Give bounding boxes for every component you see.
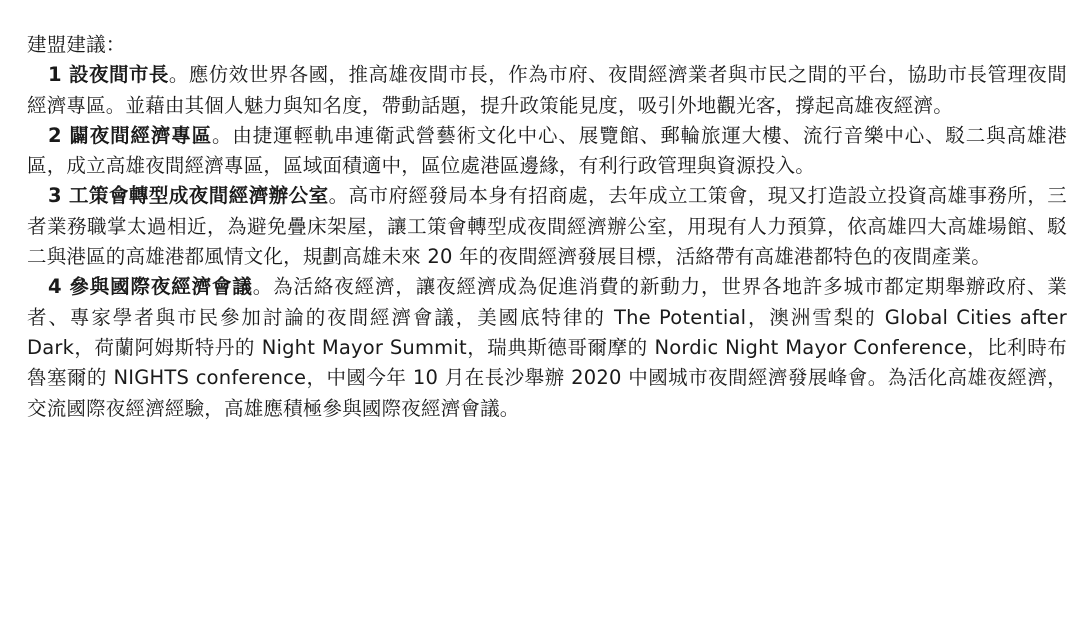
recommendation-text-3: 。高市府經發局本身有招商處，去年成立工策會，現又打造設立投資高雄事務所，三者業務職掌太過相近，為避免疊床架屋，讓工策會轉型成夜間經濟辦公室，用現有人力預算，依高雄四大高雄場館、駁二與港區的高雄港都風情文化，規劃高雄未來 20 年的夜間經濟發展目標，活絡帶有高雄港都特色的夜間產業。 [27,184,1068,269]
recommendation-title-3: 3 工策會轉型成夜間經濟辦公室 [48,184,329,208]
recommendation-title-2: 2 闢夜間經濟專區 [48,123,213,147]
recommendation-paragraph-3 [27,181,1067,272]
recommendation-text-2: 。由捷運輕軌串連衛武營藝術文化中心、展覽館、郵輪旅運大樓、流行音樂中心、駁二與高雄港區，成立高雄夜間經濟專區，區域面積適中，區位處港區邊緣，有利行政管理與資源投入。 [27,123,1067,178]
document-heading: 建盟建議： [27,33,126,56]
recommendation-paragraph-4 [27,272,1067,423]
recommendation-title-4: 4 參與國際夜經濟會議 [48,275,253,299]
recommendation-text-1: 。應仿效世界各國，推高雄夜間市長，作為市府、夜間經濟業者與市民之間的平台，協助市長管理夜間經濟專區。並藉由其個人魅力與知名度，帶動話題，提升政策能見度，吸引外地觀光客，撐起高雄夜經濟。 [27,63,1067,117]
recommendation-text-4: 。為活絡夜經濟，讓夜經濟成為促進消費的新動力，世界各地許多城市都定期舉辦政府、業者、專家學者與市民參加討論的夜間經濟會議，美國底特律的 The Potential，澳洲雪梨的 Global Cities after Dark，荷蘭阿姆斯特丹的 Night Mayor Summit，瑞典斯德哥爾摩的 Nordic Night Mayor Conference，比利時布魯塞爾的 NIGHTS conference，中國今年 10 月在長沙舉辦 2020 中國城市夜間經濟發展峰會。為活化高雄夜經濟，交流國際夜經濟經驗，高雄應積極參與國際夜經濟會議。 [27,275,1067,420]
document-body [27,30,1067,424]
recommendation-paragraph-2 [27,121,1067,182]
recommendation-paragraph-1 [27,60,1067,121]
recommendation-title-1: 1 設夜間市長 [48,63,169,87]
